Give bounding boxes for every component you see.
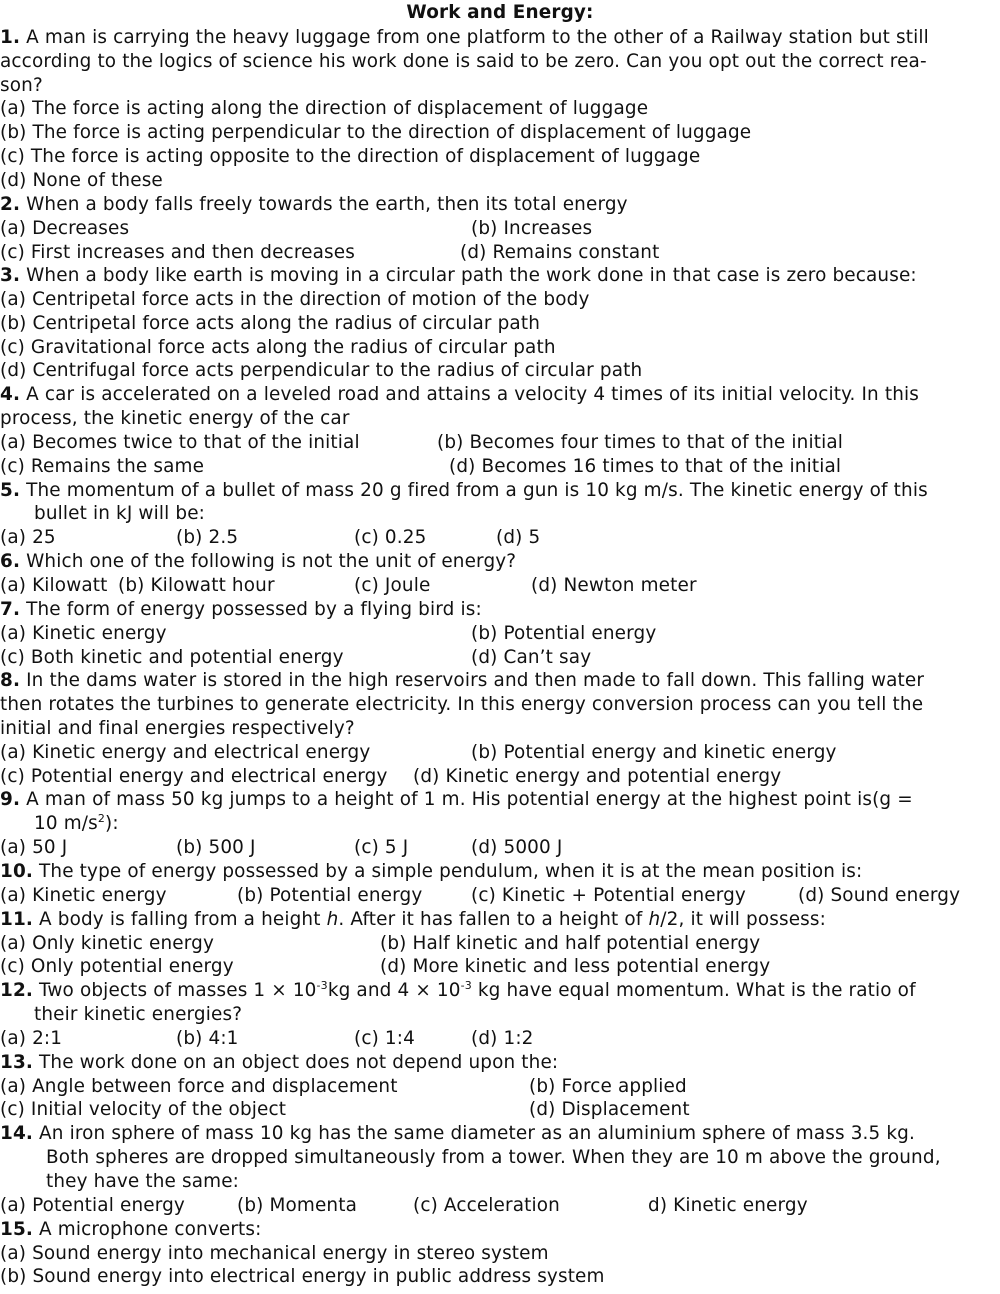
- option: (b) Becomes four times to that of the initial: [437, 432, 844, 453]
- option: (b) Potential energy and kinetic energy: [471, 742, 837, 763]
- question-4-line-1: 4. A car is accelerated on a leveled road and attains a velocity 4 times of its initial velocity. In this: [0, 384, 920, 405]
- option: (c) Gravitational force acts along the radius of circular path: [0, 337, 556, 358]
- question-8-line-2: then rotates the turbines to generate electricity. In this energy conversion process can you tell the: [0, 694, 924, 715]
- option: (b) Increases: [471, 218, 593, 239]
- question-number: 13.: [0, 1052, 34, 1073]
- option: (d) Sound energy: [798, 885, 961, 906]
- option: (a) 25: [0, 527, 56, 548]
- question-number: 5.: [0, 480, 21, 501]
- question-number: 9.: [0, 789, 21, 810]
- option: (a) Kinetic energy: [0, 885, 167, 906]
- question-15: 15. A microphone converts:: [0, 1219, 262, 1240]
- option: (b) 2.5: [176, 527, 239, 548]
- question-14-line-1: 14. An iron sphere of mass 10 kg has the same diameter as an aluminium sphere of mass 3.5 kg.: [0, 1123, 916, 1144]
- option: (d) 5000 J: [471, 837, 563, 858]
- question-number: 3.: [0, 265, 21, 286]
- option: (c) Joule: [354, 575, 431, 596]
- question-number: 11.: [0, 909, 34, 930]
- option: (b) Sound energy into electrical energy in public address system: [0, 1266, 605, 1287]
- option: (a) Potential energy: [0, 1195, 185, 1216]
- question-12-line-2: their kinetic energies?: [34, 1004, 243, 1025]
- question-number: 14.: [0, 1123, 34, 1144]
- option: (d) 5: [496, 527, 541, 548]
- option: (b) 4:1: [176, 1028, 239, 1049]
- question-4-line-2: process, the kinetic energy of the car: [0, 408, 350, 429]
- option: (b) Half kinetic and half potential energy: [380, 933, 761, 954]
- option: (b) Force applied: [529, 1076, 687, 1097]
- question-number: 15.: [0, 1219, 34, 1240]
- question-13: 13. The work done on an object does not depend upon the:: [0, 1052, 559, 1073]
- option: d) Kinetic energy: [648, 1195, 808, 1216]
- question-14-line-3: they have the same:: [46, 1171, 240, 1192]
- question-9-line-1: 9. A man of mass 50 kg jumps to a height of 1 m. His potential energy at the highest point is(g =: [0, 789, 913, 810]
- option: (c) Acceleration: [413, 1195, 560, 1216]
- question-1-line-1: 1. A man is carrying the heavy luggage from one platform to the other of a Railway station but still: [0, 27, 929, 48]
- question-8-line-3: initial and final energies respectively?: [0, 718, 355, 739]
- question-number: 1.: [0, 27, 21, 48]
- option: (d) 1:2: [471, 1028, 534, 1049]
- option: (c) Initial velocity of the object: [0, 1099, 287, 1120]
- option: (a) Sound energy into mechanical energy in stereo system: [0, 1243, 549, 1264]
- option: (d) Displacement: [529, 1099, 690, 1120]
- question-number: 4.: [0, 384, 21, 405]
- question-number: 6.: [0, 551, 21, 572]
- option: (b) Centripetal force acts along the radius of circular path: [0, 313, 541, 334]
- option: (b) The force is acting perpendicular to the direction of displacement of luggage: [0, 122, 752, 143]
- option: (a) Kinetic energy: [0, 623, 167, 644]
- question-number: 2.: [0, 194, 21, 215]
- page-title: Work and Energy:: [406, 2, 594, 23]
- option: (a) Angle between force and displacement: [0, 1076, 398, 1097]
- question-5-line-1: 5. The momentum of a bullet of mass 20 g fired from a gun is 10 kg m/s. The kinetic energy of this: [0, 480, 928, 501]
- option: (c) 5 J: [354, 837, 409, 858]
- question-2: 2. When a body falls freely towards the earth, then its total energy: [0, 194, 628, 215]
- option: (d) Centrifugal force acts perpendicular to the radius of circular path: [0, 360, 643, 381]
- option: (d) Can’t say: [471, 647, 592, 668]
- question-5-line-2: bullet in kJ will be:: [34, 503, 206, 524]
- option: (a) The force is acting along the direction of displacement of luggage: [0, 98, 649, 119]
- option: (d) Becomes 16 times to that of the initial: [449, 456, 842, 477]
- option: (c) Kinetic + Potential energy: [471, 885, 746, 906]
- option: (b) 500 J: [176, 837, 256, 858]
- question-number: 12.: [0, 980, 34, 1001]
- option: (a) Only kinetic energy: [0, 933, 214, 954]
- option: (b) Kilowatt hour: [118, 575, 275, 596]
- option: (c) First increases and then decreases: [0, 242, 355, 263]
- option: (b) Potential energy: [237, 885, 423, 906]
- option: (c) 1:4: [354, 1028, 415, 1049]
- option: (b) Momenta: [237, 1195, 358, 1216]
- option: (a) 50 J: [0, 837, 68, 858]
- option: (d) None of these: [0, 170, 163, 191]
- option: (a) Centripetal force acts in the direction of motion of the body: [0, 289, 590, 310]
- question-3: 3. When a body like earth is moving in a circular path the work done in that case is zero because:: [0, 265, 917, 286]
- question-10: 10. The type of energy possessed by a simple pendulum, when it is at the mean position is:: [0, 861, 863, 882]
- option: (d) More kinetic and less potential energy: [380, 956, 771, 977]
- question-number: 7.: [0, 599, 21, 620]
- option: (c) Remains the same: [0, 456, 205, 477]
- option: (d) Newton meter: [531, 575, 697, 596]
- option: (a) Decreases: [0, 218, 130, 239]
- option: (d) Remains constant: [460, 242, 660, 263]
- question-14-line-2: Both spheres are dropped simultaneously from a tower. When they are 10 m above the ground,: [46, 1147, 941, 1168]
- question-8-line-1: 8. In the dams water is stored in the high reservoirs and then made to fall down. This falling water: [0, 670, 925, 691]
- option: (c) 0.25: [354, 527, 427, 548]
- option: (c) Potential energy and electrical energy: [0, 766, 388, 787]
- option: (c) The force is acting opposite to the direction of displacement of luggage: [0, 146, 701, 167]
- question-number: 10.: [0, 861, 34, 882]
- option: (a) Becomes twice to that of the initial: [0, 432, 360, 453]
- question-7: 7. The form of energy possessed by a flying bird is:: [0, 599, 482, 620]
- question-1-line-3: son?: [0, 75, 43, 96]
- question-9-line-2: 10 $m/s^2$):: [34, 812, 119, 834]
- question-12-line-1: 12. Two objects of masses $1 \times 10^{-3}kg$ and $4 \times 10^{-3}$ kg have equal momentum. What is the ratio of: [0, 979, 916, 1001]
- question-1-line-2: according to the logics of science his work done is said to be zero. Can you opt out the correct rea-: [0, 51, 927, 72]
- option: (d) Kinetic energy and potential energy: [413, 766, 782, 787]
- option: (a) 2:1: [0, 1028, 63, 1049]
- option: (c) Both kinetic and potential energy: [0, 647, 344, 668]
- question-6: 6. Which one of the following is not the unit of energy?: [0, 551, 517, 572]
- question-number: 8.: [0, 670, 21, 691]
- option: (a) Kinetic energy and electrical energy: [0, 742, 371, 763]
- option: (a) Kilowatt: [0, 575, 108, 596]
- option: (b) Potential energy: [471, 623, 657, 644]
- question-11: 11. A body is falling from a height h. After it has fallen to a height of h/2, it will possess:: [0, 909, 826, 930]
- option: (c) Only potential energy: [0, 956, 234, 977]
